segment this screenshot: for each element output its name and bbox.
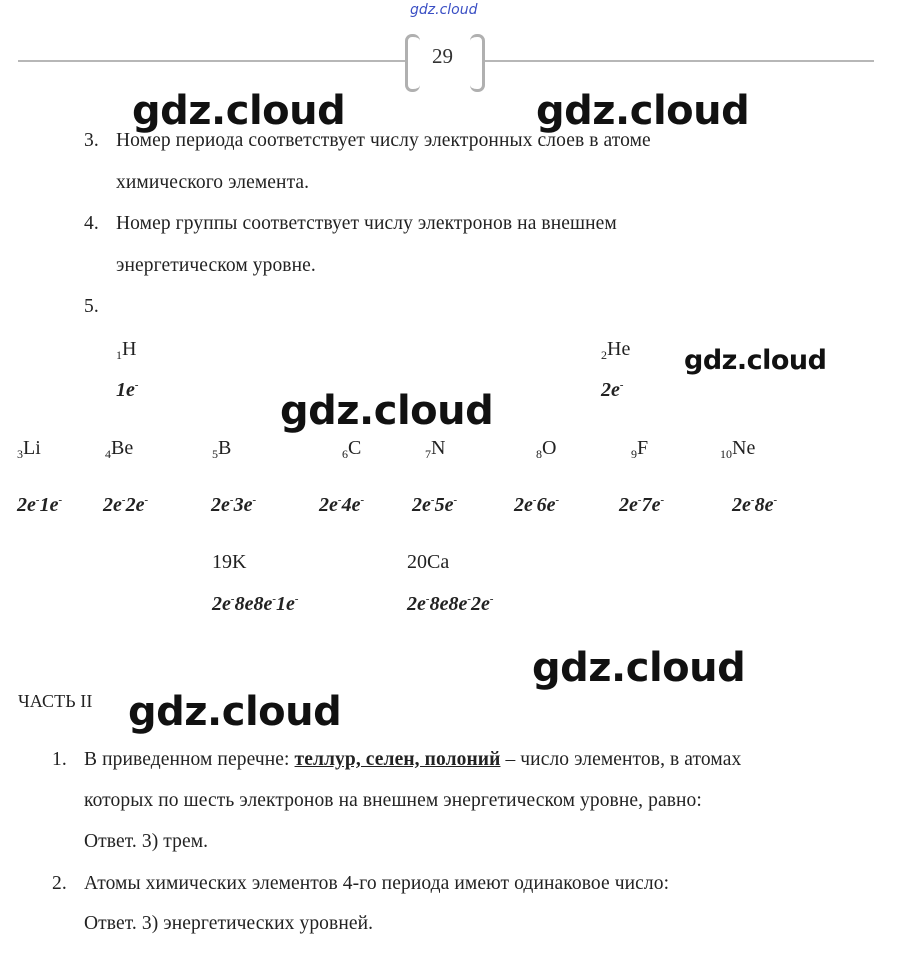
page-number-bracket-left [405, 34, 420, 92]
electron-charge-sign: - [134, 379, 139, 391]
config-term: 4e [341, 494, 361, 516]
element-label-ne: $_{10}$Ne [720, 437, 756, 461]
config-ne [732, 494, 777, 517]
config-term: 6e [536, 494, 556, 516]
electron-charge-sign: - [555, 494, 560, 506]
electron-charge-sign: - [773, 494, 778, 506]
config-c [319, 494, 364, 517]
watermark: gdz.cloud [684, 345, 827, 376]
config-term: 2e [212, 593, 231, 615]
element-label-li: $_3$Li [17, 437, 41, 461]
q2-line1: Атомы химических элементов 4-го периода имеют одинаковое число: [84, 873, 670, 894]
element-label-h: $_1$H [116, 338, 137, 362]
element-label-f: $_9$F [631, 437, 649, 461]
list-number: 1. [52, 749, 67, 770]
config-term: 1e [276, 593, 295, 615]
electron-charge-sign: - [144, 494, 149, 506]
config-term: 2e [514, 494, 533, 516]
list-number: 4. [84, 213, 99, 234]
config-n [412, 494, 457, 517]
config-he [601, 379, 624, 402]
header-rule-right [484, 60, 874, 62]
electron-charge-sign: - [337, 494, 342, 506]
config-h [116, 379, 139, 402]
element-label-ca: 20Ca [407, 551, 450, 573]
config-term: 2e [125, 494, 145, 516]
element-label-n: $_7$N [425, 437, 446, 461]
electron-charge-sign: - [360, 494, 365, 506]
config-k [212, 593, 299, 616]
element-label-k: 19K [212, 551, 247, 573]
element-label-c: $_6$C [342, 437, 362, 461]
element-label-o: $_8$O [536, 437, 557, 461]
electron-charge-sign: - [35, 494, 40, 506]
config-term: 3e [233, 494, 253, 516]
header-rule-left [18, 60, 408, 62]
config-term: 8e8e [429, 593, 468, 615]
electron-charge-sign: - [453, 494, 458, 506]
electron-charge-sign: - [430, 494, 435, 506]
q1-line1: В приведенном перечне: теллур, селен, полоний – число элементов, в атомах [84, 749, 742, 770]
config-b [211, 494, 256, 517]
config-f [619, 494, 664, 517]
watermark: gdz.cloud [128, 689, 342, 735]
config-term: 2e [407, 593, 426, 615]
config-term: 2e [619, 494, 638, 516]
config-term: 2e [471, 593, 490, 615]
element-label-be: $_4$Be [105, 437, 134, 461]
config-term: 2e [17, 494, 36, 516]
config-term: 5e [434, 494, 454, 516]
watermark: gdz.cloud [536, 88, 750, 134]
config-term: 2e [103, 494, 122, 516]
element-label-b: $_5$B [212, 437, 232, 461]
watermark: gdz.cloud [532, 645, 746, 691]
electron-charge-sign: - [229, 494, 234, 506]
item4-text-line2: энергетическом уровне. [116, 255, 316, 276]
config-term: 7e [641, 494, 661, 516]
electron-charge-sign: - [121, 494, 126, 506]
element-label-he: $_2$He [601, 338, 631, 362]
watermark: gdz.cloud [132, 88, 346, 134]
item3-text-line1: Номер периода соответствует числу электронных слоев в атоме [116, 130, 651, 151]
electron-charge-sign: - [532, 494, 537, 506]
config-o [514, 494, 559, 517]
electron-charge-sign: - [230, 593, 235, 605]
watermark: gdz.cloud [280, 388, 494, 434]
q1-element-list: теллур, селен, полоний [294, 749, 501, 770]
config-term: 1e [116, 379, 135, 401]
electron-charge-sign: - [637, 494, 642, 506]
config-term: 1e [39, 494, 59, 516]
config-term: 2e [319, 494, 338, 516]
part2-heading: ЧАСТЬ II [18, 691, 93, 711]
q2-answer: Ответ. 3) энергетических уровней. [84, 913, 374, 934]
electron-charge-sign: - [425, 593, 430, 605]
electron-charge-sign: - [467, 593, 471, 605]
electron-charge-sign: - [58, 494, 63, 506]
electron-charge-sign: - [272, 593, 276, 605]
config-term: 8e8e [234, 593, 273, 615]
config-term: 2e [412, 494, 431, 516]
config-be [103, 494, 148, 517]
page-number-bracket-right [470, 34, 485, 92]
config-term: 8e [754, 494, 774, 516]
config-ca [407, 593, 494, 616]
electron-charge-sign: - [619, 379, 624, 391]
list-number: 5. [84, 296, 99, 317]
watermark-top: gdz.cloud [410, 2, 478, 18]
q1-answer: Ответ. 3) трем. [84, 831, 209, 852]
config-term: 2e [211, 494, 230, 516]
config-term: 2e [601, 379, 620, 401]
config-li [17, 494, 62, 517]
list-number: 3. [84, 130, 99, 151]
electron-charge-sign: - [252, 494, 257, 506]
config-term: 2e [732, 494, 751, 516]
q1-line2: которых по шесть электронов на внешнем энергетическом уровне, равно: [84, 790, 702, 811]
page-number: 29 [432, 44, 453, 68]
electron-charge-sign: - [660, 494, 665, 506]
list-number: 2. [52, 873, 67, 894]
electron-charge-sign: - [489, 593, 494, 605]
item3-text-line2: химического элемента. [116, 172, 310, 193]
electron-charge-sign: - [750, 494, 755, 506]
electron-charge-sign: - [294, 593, 299, 605]
item4-text-line1: Номер группы соответствует числу электронов на внешнем [116, 213, 617, 234]
